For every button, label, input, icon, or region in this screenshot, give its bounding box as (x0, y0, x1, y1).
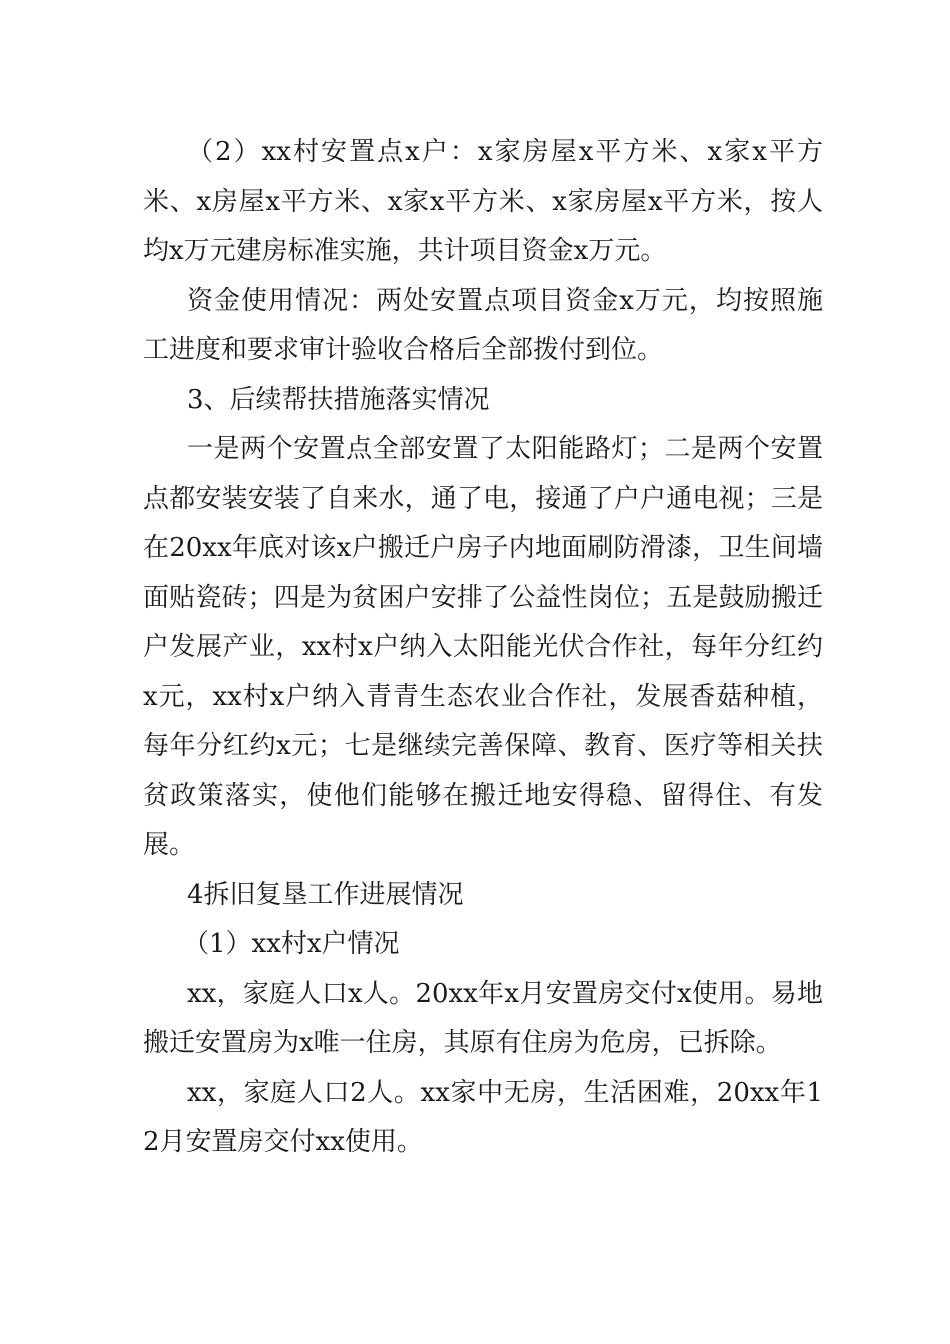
paragraph-village-resettlement: （2）xx村安置点x户：x家房屋x平方米、x家x平方米、x房屋x平方米、x家x平方米、x家房屋x平方米，按人均x万元建房标准实施，共计项目资金x万元。 (143, 137, 823, 266)
paragraph-follow-up-measures: 一是两个安置点全部安置了太阳能路灯；二是两个安置点都安装安装了自来水，通了电，接通了户户通电视；三是在20xx年底对该x户搬迁户房子内地面刷防滑漆，卫生间墙面贴瓷砖；四是为贫困户安排了公益性岗位；五是鼓励搬迁户发展产业，xx村x户纳入太阳能光伏合作社，每年分红约x元，xx村x户纳入青青生态农业合作社，发展香菇种植，每年分红约x元；七是继续完善保障、教育、医疗等相关扶贫政策落实，使他们能够在搬迁地安得稳、留得住、有发展。 (143, 434, 823, 860)
paragraph-fund-usage: 资金使用情况：两处安置点项目资金x万元，均按照施工进度和要求审计验收合格后全部拨付到位。 (143, 285, 823, 365)
document-body (143, 128, 823, 1168)
paragraph-household-2: xx，家庭人口2人。xx家中无房，生活困难，20xx年12月安置房交付xx使用。 (143, 1077, 823, 1157)
heading-demolition-progress: 4拆旧复垦工作进展情况 (187, 879, 464, 910)
subheading-village-households: （1）xx村x户情况 (183, 929, 400, 959)
heading-follow-up-measures: 3、后续帮扶措施落实情况 (187, 384, 490, 415)
paragraph-household-1: xx，家庭人口x人。20xx年x月安置房交付x使用。易地搬迁安置房为x唯一住房，其原有住房为危房，已拆除。 (143, 978, 823, 1058)
